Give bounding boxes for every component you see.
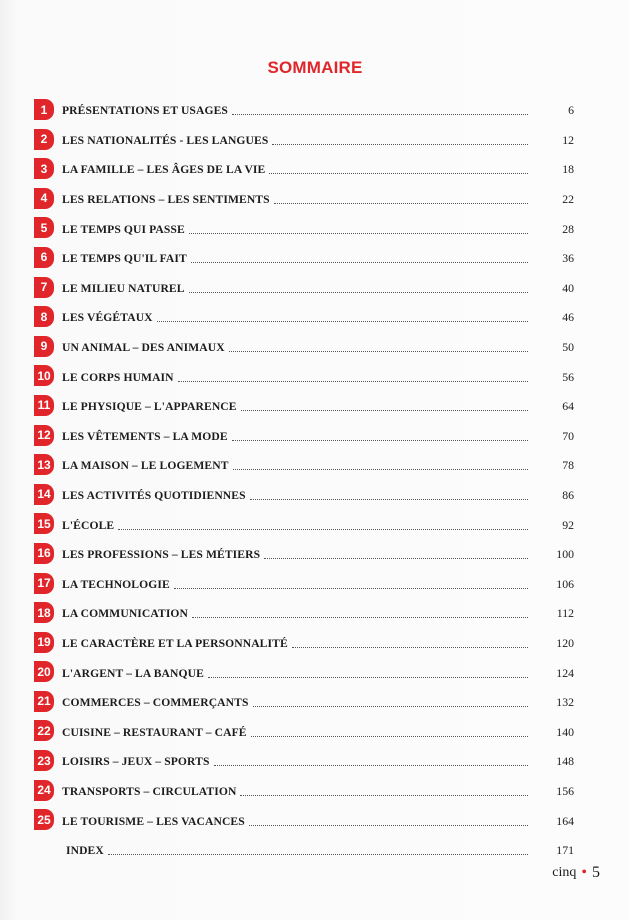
chapter-number-badge: 17: [34, 573, 54, 594]
dot-leader: [118, 517, 528, 530]
dot-leader: [174, 576, 528, 589]
toc-entry: [34, 274, 574, 304]
chapter-title: PRÉSENTATIONS ET USAGES: [62, 104, 228, 118]
toc-entry: [34, 717, 574, 747]
toc-entry: [34, 244, 574, 274]
toc-entry: [34, 806, 574, 836]
chapter-page-number: 92: [562, 517, 574, 532]
chapter-number-badge: 19: [34, 632, 54, 653]
chapter-number-badge: 4: [34, 188, 54, 209]
toc-entry-line: [62, 717, 574, 747]
toc-entry-line: [62, 540, 574, 570]
page-title: SOMMAIRE: [267, 58, 363, 77]
chapter-page-number: 86: [562, 488, 574, 503]
chapter-title: LE TEMPS QU'IL FAIT: [62, 252, 187, 266]
page-number: 5: [592, 864, 600, 881]
toc-entry-line: [62, 806, 574, 836]
dot-leader: [272, 132, 528, 145]
dot-leader: [189, 280, 528, 293]
chapter-title: LES VÉGÉTAUX: [62, 311, 153, 325]
chapter-title: L'ARGENT – LA BANQUE: [62, 666, 204, 680]
chapter-number-badge: 24: [34, 780, 54, 801]
dot-leader: [292, 635, 528, 648]
chapter-page-number: 40: [562, 280, 574, 295]
chapter-page-number: 106: [556, 576, 574, 591]
chapter-page-number: 164: [556, 813, 574, 828]
toc-entry: [34, 422, 574, 452]
chapter-page-number: 6: [568, 103, 574, 118]
toc-entry-line: [62, 570, 574, 600]
chapter-title: LA COMMUNICATION: [62, 607, 189, 621]
table-of-contents: [34, 96, 574, 865]
toc-entry-line: [62, 451, 574, 481]
toc-entry: [34, 155, 574, 185]
toc-entry-line: [66, 836, 574, 866]
chapter-page-number: 148: [556, 754, 574, 769]
dot-leader: [178, 369, 528, 382]
chapter-number-badge: 20: [34, 661, 54, 682]
dot-leader: [253, 694, 528, 707]
toc-entry-line: [62, 126, 574, 156]
toc-entry: [34, 510, 574, 540]
chapter-page-number: 124: [556, 665, 574, 680]
chapter-title: LE TOURISME – LES VACANCES: [62, 814, 245, 828]
chapter-title: LE PHYSIQUE – L'APPARENCE: [62, 400, 237, 414]
chapter-title: L'ÉCOLE: [62, 518, 115, 532]
chapter-page-number: 100: [556, 547, 574, 562]
dot-leader: [232, 428, 528, 441]
toc-entry-line: [62, 629, 574, 659]
dot-leader: [229, 339, 528, 352]
chapter-title: LE CORPS HUMAIN: [62, 370, 174, 384]
dot-leader: [241, 398, 528, 411]
toc-entry-line: [62, 599, 574, 629]
chapter-page-number: 70: [562, 428, 574, 443]
chapter-title: LE CARACTÈRE ET LA PERSONNALITÉ: [62, 636, 288, 650]
dot-leader: [269, 161, 528, 174]
toc-entry: [34, 451, 574, 481]
toc-entry: [34, 570, 574, 600]
chapter-number-badge: 14: [34, 484, 54, 505]
toc-entry-line: [62, 244, 574, 274]
toc-entry: [34, 126, 574, 156]
chapter-number-badge: 25: [34, 809, 54, 830]
chapter-title: TRANSPORTS – CIRCULATION: [62, 784, 237, 798]
dot-leader: [108, 842, 528, 855]
page-footer: [552, 864, 600, 882]
toc-entry-line: [62, 185, 574, 215]
chapter-title: LE MILIEU NATUREL: [62, 281, 185, 295]
toc-index-entry: [34, 836, 574, 866]
index-page-number: 171: [556, 843, 574, 858]
toc-entry-line: [62, 333, 574, 363]
chapter-number-badge: 22: [34, 720, 54, 741]
chapter-page-number: 120: [556, 635, 574, 650]
toc-entry: [34, 777, 574, 807]
chapter-title: LES NATIONALITÉS - LES LANGUES: [62, 133, 269, 147]
toc-entry: [34, 362, 574, 392]
chapter-title: UN ANIMAL – DES ANIMAUX: [62, 341, 225, 355]
dot-leader: [232, 102, 528, 115]
chapter-number-badge: 5: [34, 217, 54, 238]
toc-entry-line: [62, 658, 574, 688]
chapter-number-badge: 8: [34, 306, 54, 327]
index-title: INDEX: [66, 844, 104, 858]
chapter-page-number: 156: [556, 783, 574, 798]
chapter-page-number: 64: [562, 399, 574, 414]
chapter-page-number: 50: [562, 340, 574, 355]
toc-entry: [34, 333, 574, 363]
chapter-title: LA FAMILLE – LES ÂGES DE LA VIE: [62, 163, 266, 177]
chapter-page-number: 140: [556, 724, 574, 739]
toc-entry: [34, 185, 574, 215]
chapter-page-number: 18: [562, 162, 574, 177]
toc-entry-line: [62, 777, 574, 807]
chapter-title: LES ACTIVITÉS QUOTIDIENNES: [62, 489, 246, 503]
chapter-number-badge: 10: [34, 365, 54, 386]
toc-entry: [34, 540, 574, 570]
chapter-title: LE TEMPS QUI PASSE: [62, 222, 185, 236]
toc-entry: [34, 599, 574, 629]
chapter-page-number: 56: [562, 369, 574, 384]
toc-entry: [34, 688, 574, 718]
chapter-number-badge: 11: [34, 395, 54, 416]
chapter-title: COMMERCES – COMMERÇANTS: [62, 696, 249, 710]
toc-entry-line: [62, 747, 574, 777]
chapter-number-badge: 9: [34, 336, 54, 357]
toc-entry-line: [62, 510, 574, 540]
dot-leader: [157, 309, 528, 322]
toc-entry-line: [62, 392, 574, 422]
toc-entry: [34, 214, 574, 244]
chapter-number-badge: 6: [34, 247, 54, 268]
chapter-number-badge: 7: [34, 277, 54, 298]
chapter-number-badge: 1: [34, 99, 54, 120]
dot-leader: [251, 724, 528, 737]
chapter-number-badge: 13: [34, 454, 54, 475]
dot-leader: [274, 191, 528, 204]
toc-entry: [34, 629, 574, 659]
toc-entry: [34, 392, 574, 422]
chapter-title: LES PROFESSIONS – LES MÉTIERS: [62, 548, 261, 562]
dot-leader: [191, 250, 528, 263]
dot-leader: [208, 665, 528, 678]
chapter-number-badge: 21: [34, 691, 54, 712]
chapter-page-number: 112: [556, 606, 574, 621]
chapter-title: LES RELATIONS – LES SENTIMENTS: [62, 193, 270, 207]
dot-leader: [249, 813, 528, 826]
dot-leader: [250, 487, 528, 500]
toc-entry-line: [62, 688, 574, 718]
chapter-number-badge: 23: [34, 750, 54, 771]
chapter-number-badge: 15: [34, 513, 54, 534]
toc-entry-line: [62, 362, 574, 392]
dot-leader: [192, 605, 528, 618]
toc-entry: [34, 658, 574, 688]
dot-leader: [233, 457, 528, 470]
footer-bullet: •: [581, 864, 587, 881]
chapter-page-number: 132: [556, 695, 574, 710]
chapter-number-badge: 3: [34, 158, 54, 179]
page-number-word: cinq: [552, 865, 577, 880]
chapter-page-number: 36: [562, 251, 574, 266]
toc-entry-line: [62, 96, 574, 126]
dot-leader: [214, 753, 529, 766]
chapter-page-number: 78: [562, 458, 574, 473]
chapter-title: LES VÊTEMENTS – LA MODE: [62, 429, 228, 443]
chapter-number-badge: 16: [34, 543, 54, 564]
chapter-page-number: 46: [562, 310, 574, 325]
toc-entry-line: [62, 274, 574, 304]
dot-leader: [240, 783, 528, 796]
chapter-title: CUISINE – RESTAURANT – CAFÉ: [62, 725, 247, 739]
toc-entry: [34, 481, 574, 511]
chapter-number-badge: 18: [34, 602, 54, 623]
chapter-page-number: 12: [562, 132, 574, 147]
dot-leader: [189, 221, 528, 234]
chapter-number-badge: 12: [34, 425, 54, 446]
toc-entry: [34, 96, 574, 126]
chapter-page-number: 28: [562, 221, 574, 236]
toc-entry: [34, 303, 574, 333]
toc-entry-line: [62, 155, 574, 185]
chapter-title: LA TECHNOLOGIE: [62, 577, 170, 591]
toc-entry-line: [62, 303, 574, 333]
dot-leader: [264, 546, 528, 559]
chapter-page-number: 22: [562, 192, 574, 207]
toc-entry-line: [62, 214, 574, 244]
toc-entry-line: [62, 422, 574, 452]
chapter-title: LOISIRS – JEUX – SPORTS: [62, 755, 210, 769]
toc-entry-line: [62, 481, 574, 511]
toc-entry: [34, 747, 574, 777]
chapter-title: LA MAISON – LE LOGEMENT: [62, 459, 229, 473]
chapter-number-badge: 2: [34, 129, 54, 150]
